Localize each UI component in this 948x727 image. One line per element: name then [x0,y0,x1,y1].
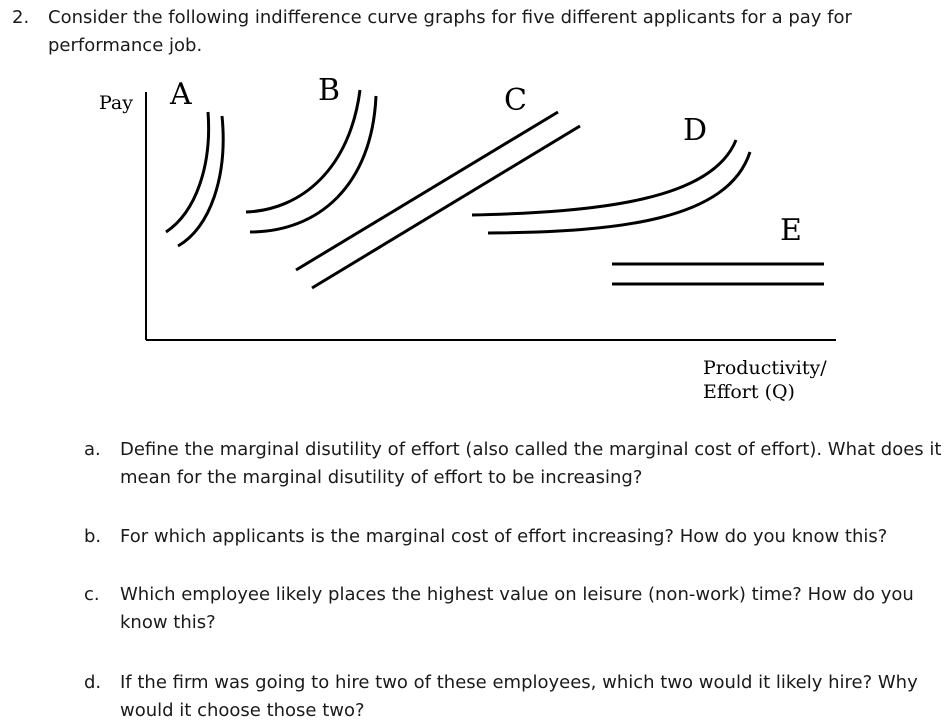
curve-c-inner [296,112,558,270]
x-axis-label-line2: Effort (Q) [703,381,795,403]
part-c-label: c. [84,584,100,605]
part-a-text: Define the marginal disutility of effort (also called the marginal cost of effort). What does it mean for the marginal disutility of effort to be increasing? [120,439,942,488]
part-b-label: b. [84,526,102,547]
curve-b-inner [246,90,360,212]
question-number: 2. [12,7,30,28]
x-axis-label-line1: Productivity/ [703,357,827,379]
part-d-label: d. [84,672,102,693]
curve-label-e: E [780,213,802,248]
curve-c-outer [312,126,580,288]
curve-d-outer [488,152,750,233]
part-a-label: a. [84,439,101,460]
part-d-text: If the firm was going to hire two of these employees, which two would it likely hire? Why would it choose those two? [120,672,918,721]
part-b-text: For which applicants is the marginal cost of effort increasing? How do you know this? [120,526,888,547]
curve-label-a: A [170,77,192,112]
curve-b-outer [250,96,376,232]
question-text: Consider the following indifference curve graphs for five different applicants for a pay for performance job. [48,7,852,56]
part-c-text: Which employee likely places the highest value on leisure (non-work) time? How do you know this? [120,584,914,633]
y-axis-label: Pay [99,92,133,114]
curve-a-inner [166,112,209,232]
curve-label-d: D [683,113,708,148]
curve-label-b: B [318,73,341,108]
curve-label-c: C [504,83,527,118]
